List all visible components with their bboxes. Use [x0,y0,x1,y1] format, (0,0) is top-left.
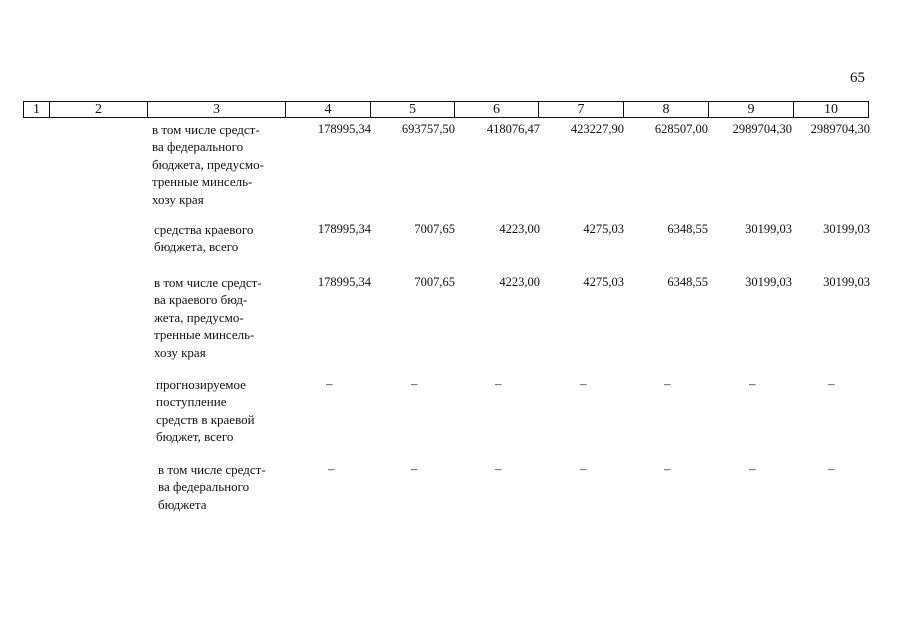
description-line: в том числе средст- [154,275,262,290]
row-description [154,221,285,256]
description-line: прогнозируемое [156,377,246,392]
value-col-8: – [664,461,671,476]
header-cell-2: 2 [95,102,102,117]
value-col-7: – [580,461,587,476]
description-line: средств в краевой [156,411,255,427]
description-line: жета, предусмо- [154,309,244,325]
header-cell-9: 9 [747,102,755,117]
description-line: в том числе средст- [152,122,260,137]
value-col-9: 30199,03 [745,275,792,289]
value-col-8: – [664,376,671,391]
header-cell-8: 8 [662,102,670,117]
value-col-7: 4275,03 [583,222,624,236]
description-line: тренные минсель- [152,174,253,190]
value-col-5: 693757,50 [401,122,455,136]
header-cell-6: 6 [493,102,500,117]
value-col-8: 6348,55 [667,222,708,236]
value-col-9: 30199,03 [745,222,792,236]
value-col-4: – [328,461,335,476]
description-line: бюджета, всего [154,239,239,255]
value-col-8: 6348,55 [667,275,708,289]
description-line: ва федерального [158,479,250,495]
value-col-7: 4275,03 [583,275,624,289]
header-cell-10: 10 [824,102,838,117]
value-col-5: 7007,65 [414,275,455,289]
value-col-5: – [411,376,418,391]
row-description [158,461,289,513]
value-col-7: 423227,90 [570,122,624,136]
value-col-9: 2989704,30 [732,122,792,136]
row-description [152,121,285,208]
value-col-6: 4223,00 [499,275,540,289]
value-col-4: 178995,34 [317,222,371,236]
value-col-5: – [411,461,418,476]
header-cell-7: 7 [577,102,585,117]
header-cell-3: 3 [213,102,220,117]
table-header [23,101,869,118]
value-col-8: 628507,00 [654,122,708,136]
description-line: бюджет, всего [156,429,234,445]
row-description [154,274,287,361]
value-col-6: 418076,47 [486,122,540,136]
value-col-6: 4223,00 [499,222,540,236]
value-col-9: – [749,376,756,391]
value-col-10: – [828,376,835,391]
header-cell-1: 1 [33,102,40,117]
description-line: хозу края [152,191,204,207]
value-col-10: 30199,03 [823,222,870,236]
value-col-5: 7007,65 [414,222,455,236]
value-col-4: – [326,376,333,391]
description-line: ва краевого бюд- [154,292,248,308]
description-line: поступление [156,394,227,410]
description-line: бюджета, предусмо- [152,156,264,172]
value-col-10: 30199,03 [823,275,870,289]
description-line: ва федерального [152,139,244,155]
description-line: тренные минсель- [154,327,255,343]
row-description [156,376,289,446]
header-cell-4: 4 [324,102,332,117]
description-line: в том числе средст- [158,462,266,477]
header-cell-5: 5 [409,102,416,117]
value-col-7: – [580,376,587,391]
page-number: 65 [850,70,865,86]
description-line: средства краевого [154,222,254,237]
value-col-10: – [828,461,835,476]
description-line: хозу края [154,344,206,360]
description-line: бюджета [158,496,207,512]
value-col-6: – [495,461,502,476]
value-col-6: – [495,376,502,391]
value-col-9: – [749,461,756,476]
value-col-4: 178995,34 [317,275,371,289]
value-col-10: 2989704,30 [810,122,870,136]
value-col-4: 178995,34 [317,122,371,136]
